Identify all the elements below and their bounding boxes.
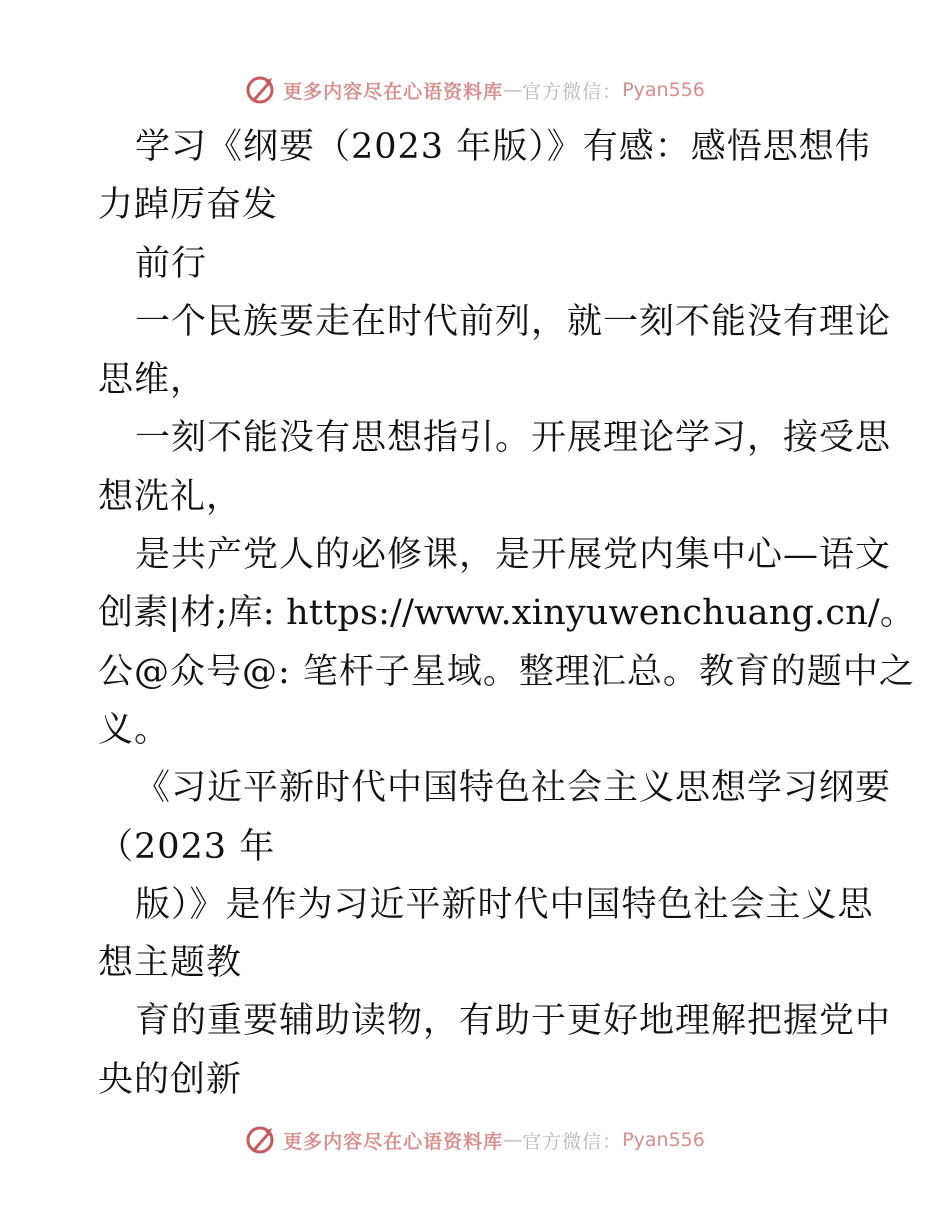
text-line: 是共产党人的必修课，是开展党内集中心—语文	[135, 535, 892, 576]
watermark-dash: —	[503, 1129, 523, 1151]
quill-logo-icon	[245, 75, 275, 105]
watermark-contact-id: Pyan556	[622, 1129, 705, 1151]
text-line: 一刻不能没有思想指引。开展理论学习，接受思	[135, 418, 892, 459]
text-line: 公@众号@: 笔杆子星域。整理汇总。教育的题中之	[98, 651, 915, 692]
watermark-text: 更多内容尽在心语资料库	[283, 80, 504, 103]
text-line: （2023 年	[98, 826, 276, 867]
text-line: 创素|材;库: https://www.xinyuwenchuang.cn/。	[98, 593, 916, 634]
text-line: 前行	[135, 243, 208, 284]
watermark-contact-label: 官方微信：	[522, 80, 623, 103]
watermark-dash: —	[503, 79, 523, 101]
text-line: 一个民族要走在时代前列，就一刻不能没有理论	[135, 301, 892, 342]
text-line: 思维，	[98, 360, 207, 401]
text-line: 《习近平新时代中国特色社会主义思想学习纲要	[135, 768, 892, 809]
text-line: 力踔厉奋发	[98, 185, 279, 226]
text-line: 想洗礼，	[98, 476, 243, 517]
document-body	[98, 118, 916, 1109]
watermark-contact-label: 官方微信：	[522, 1130, 623, 1153]
watermark-contact-id: Pyan556	[622, 79, 705, 101]
text-line: 学习《纲要（2023 年版）》有感：感悟思想伟	[135, 127, 871, 167]
text-line: 想主题教	[98, 943, 243, 984]
text-line: 央的创新	[98, 1059, 243, 1100]
watermark-text: 更多内容尽在心语资料库	[283, 1130, 504, 1153]
text-line: 义。	[98, 709, 171, 750]
footer-watermark	[0, 1120, 950, 1160]
quill-logo-icon	[245, 1125, 275, 1155]
text-line: 育的重要辅助读物，有助于更好地理解把握党中	[135, 1001, 892, 1042]
header-watermark	[0, 70, 950, 110]
text-line: 版）》是作为习近平新时代中国特色社会主义思	[135, 884, 874, 925]
